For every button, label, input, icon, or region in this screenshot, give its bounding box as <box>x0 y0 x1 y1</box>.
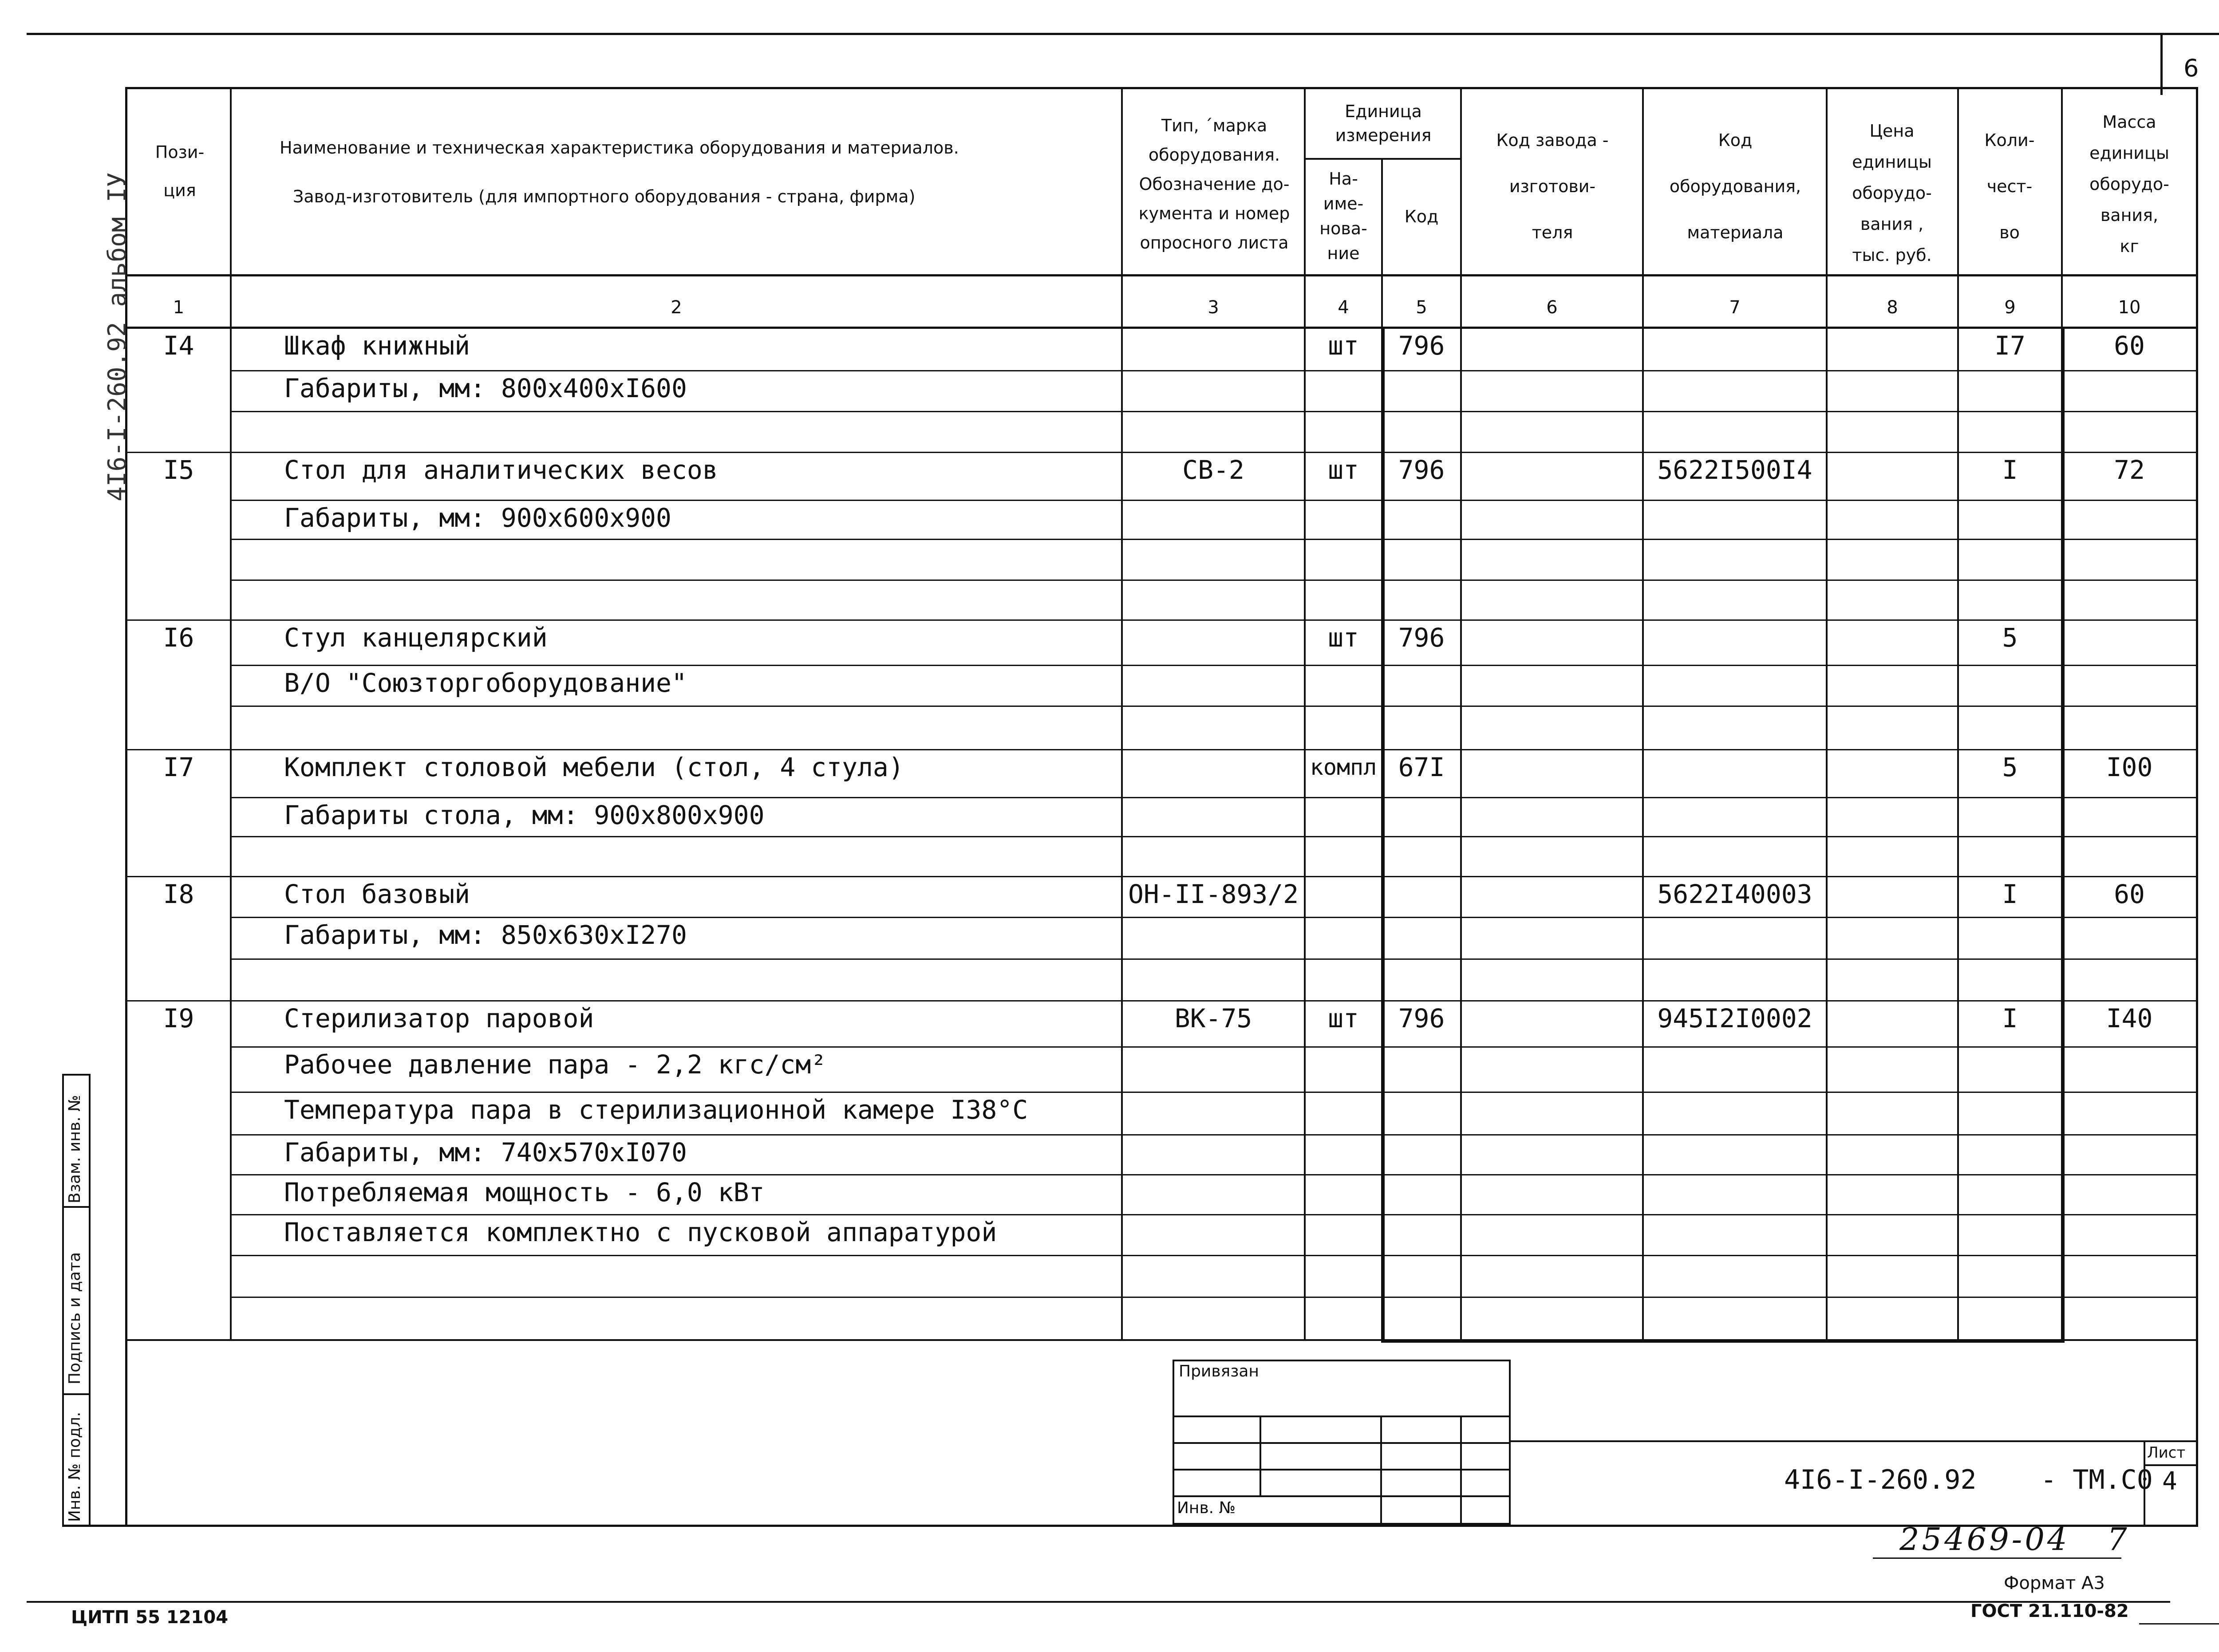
privyazan-label: Привязан <box>1179 1362 1259 1380</box>
header-col-unit-name: На- име- нова- ние <box>1319 169 1367 263</box>
cell-name: Габариты стола, мм: 900х800х900 <box>284 800 765 830</box>
sheet-label: Лист <box>2147 1444 2186 1462</box>
cell-name: Стол для аналитических весов <box>284 455 718 485</box>
cell-qty: I <box>2002 455 2018 485</box>
header-col-quantity: Коли- чест- во <box>1984 130 2035 242</box>
cell-unit: шт <box>1328 331 1359 361</box>
stamp-vline-1 <box>1260 1415 1261 1495</box>
cell-pos: I6 <box>163 623 194 653</box>
margin-strip-div1 <box>62 1206 91 1208</box>
row-separator <box>127 1000 2198 1001</box>
cell-pos: I9 <box>163 1003 194 1033</box>
row-separator <box>232 958 2198 960</box>
podpis-data-label: Подпись и дата <box>66 1252 84 1384</box>
handwritten-archive-number: 25469-04 7 <box>1899 1521 2130 1557</box>
side-doc-label: 4I6-I-260.92 альбом IУ <box>103 172 132 501</box>
page-number-box-border <box>2160 33 2163 95</box>
header-col-factory-code: Код завода - изготови- теля <box>1496 130 1609 242</box>
cell-qty: I <box>2002 879 2018 909</box>
row-separator <box>232 1214 2198 1215</box>
cell-type: СВ-2 <box>1182 455 1244 485</box>
header-col-price: Цена единицы оборудо- вания , тыс. руб. <box>1852 121 1932 265</box>
header-col-unit-group: Единица измерения <box>1335 102 1432 145</box>
cell-mass: I40 <box>2106 1003 2153 1033</box>
cell-name: Габариты, мм: 900х600х900 <box>284 503 671 533</box>
colnum-6: 6 <box>1546 297 1558 318</box>
sheet-number: 4 <box>2162 1467 2177 1496</box>
cell-code: 796 <box>1398 623 1445 653</box>
cell-name: Комплект столовой мебели (стол, 4 стула) <box>284 752 904 782</box>
cell-name: Температура пара в стерилизационной камере I38°С <box>284 1095 1028 1125</box>
cell-name: Потребляемая мощность - 6,0 кВт <box>284 1177 765 1207</box>
cell-equip-code: 945I2I0002 <box>1657 1003 1812 1033</box>
bottom-frame-line <box>27 1601 2170 1603</box>
inv-no-label: Инв. № <box>1177 1499 1236 1517</box>
row-separator <box>232 1255 2198 1256</box>
unit-group-divider <box>1304 158 1462 160</box>
cell-name: Шкаф книжный <box>284 331 470 361</box>
cell-pos: I5 <box>163 455 194 485</box>
margin-strip-left <box>62 1074 64 1526</box>
colnum-7: 7 <box>1729 297 1741 318</box>
colnum-3: 3 <box>1208 297 1219 318</box>
row-separator <box>127 749 2198 750</box>
cell-code: 796 <box>1398 455 1445 485</box>
vzam-inv-label: Взам. инв. № <box>66 1095 84 1203</box>
cell-name: В/О "Союзторгоборудование" <box>284 668 687 698</box>
cell-qty: I <box>2002 1003 2018 1033</box>
inv-podl-label: Инв. № подл. <box>66 1411 84 1522</box>
cell-name: Стул канцелярский <box>284 623 548 653</box>
row-separator <box>232 836 2198 837</box>
cell-qty: 5 <box>2002 752 2018 782</box>
row-separator <box>127 876 2198 877</box>
cell-pos: I4 <box>163 331 194 361</box>
cell-unit: шт <box>1328 623 1359 653</box>
cell-qty: I7 <box>1994 331 2026 361</box>
row-separator <box>232 1046 2198 1048</box>
colnum-5: 5 <box>1416 297 1427 318</box>
cell-mass: 72 <box>2114 455 2145 485</box>
gost-underline <box>2139 1623 2219 1624</box>
header-col-equip-code: Код оборудования, материала <box>1669 130 1801 242</box>
header-col-name-line1: Наименование и техническая характеристика оборудования и материалов. <box>280 138 959 158</box>
colnum-1: 1 <box>173 297 185 318</box>
row-separator <box>232 1297 2198 1298</box>
cell-name: Рабочее давление пара - 2,2 кгс/см² <box>284 1049 827 1080</box>
cell-code: 796 <box>1398 1003 1445 1033</box>
row-separator <box>127 619 2198 621</box>
table-bottom-line <box>125 1339 2198 1341</box>
row-separator <box>232 411 2198 412</box>
cell-unit: шт <box>1328 455 1359 485</box>
frame-bottom-border <box>62 1525 2198 1527</box>
cell-qty: 5 <box>2002 623 2018 653</box>
cell-unit: шт <box>1328 1003 1359 1033</box>
document-code: 4I6-I-260.92 - ТМ.С0 <box>1784 1464 2153 1495</box>
row-separator <box>232 665 2198 666</box>
cell-equip-code: 5622I500I4 <box>1657 455 1812 485</box>
row-separator <box>232 500 2198 501</box>
row-separator <box>232 917 2198 918</box>
colnum-4: 4 <box>1338 297 1349 318</box>
row-separator <box>127 452 2198 453</box>
top-border-line <box>27 33 2219 35</box>
cell-equip-code: 5622I40003 <box>1657 879 1812 909</box>
row-separator <box>232 706 2198 707</box>
cell-name: Стол базовый <box>284 879 470 909</box>
cell-name: Поставляется комплектно с пусковой аппаратурой <box>284 1217 997 1247</box>
row-separator <box>232 370 2198 371</box>
cell-mass: I00 <box>2106 752 2153 782</box>
stamp-vline-3 <box>1460 1415 1462 1525</box>
colnum-8: 8 <box>1887 297 1898 318</box>
header-col-mass: Масса единицы оборудо- вания, кг <box>2089 112 2169 256</box>
header-col-unit-code: Код <box>1404 207 1439 226</box>
title-block-top <box>1511 1440 2198 1442</box>
citp-label: ЦИТП 55 12104 <box>71 1607 229 1628</box>
header-col-name-line2: Завод-изготовитель (для импортного оборудования - страна, фирма) <box>293 187 916 206</box>
row-separator <box>232 797 2198 798</box>
row-separator <box>232 1092 2198 1093</box>
table-top-border <box>125 87 2198 89</box>
row-separator <box>232 1174 2198 1175</box>
cell-type: ВК-75 <box>1174 1003 1252 1033</box>
margin-strip-top <box>62 1074 91 1076</box>
stamp-vline-2 <box>1380 1415 1382 1525</box>
colnum-2: 2 <box>671 297 682 318</box>
row-separator <box>232 1134 2198 1136</box>
format-label: Формат А3 <box>2004 1573 2105 1593</box>
cell-name: Стерилизатор паровой <box>284 1003 594 1033</box>
header-col-type: Тип, ´марка оборудования. Обозначение до- кумента и номер опросного листа <box>1138 116 1290 252</box>
page-number: 6 <box>2183 54 2199 82</box>
cell-name: Габариты, мм: 800х400хI600 <box>284 373 687 403</box>
header-bottom-line <box>125 274 2198 276</box>
row-separator <box>232 580 2198 581</box>
handwritten-underline <box>1873 1557 2121 1559</box>
cell-pos: I8 <box>163 879 194 909</box>
cell-mass: 60 <box>2114 331 2145 361</box>
cell-type: ОН-II-893/2 <box>1128 879 1299 909</box>
cell-name: Габариты, мм: 740х570хI070 <box>284 1137 687 1167</box>
colnum-10: 10 <box>2118 297 2141 318</box>
margin-strip-inner <box>89 1074 91 1526</box>
row-separator <box>232 539 2198 540</box>
header-col-position: Пози- ция <box>155 142 205 200</box>
colnum-9: 9 <box>2004 297 2016 318</box>
cell-pos: I7 <box>163 752 194 782</box>
gost-label: ГОСТ 21.110-82 <box>1970 1601 2129 1621</box>
frame-right-border <box>2196 87 2198 1525</box>
cell-code: 67I <box>1398 752 1445 782</box>
margin-strip-div2 <box>62 1393 91 1395</box>
cell-name: Габариты, мм: 850х630хI270 <box>284 920 687 950</box>
cell-code: 796 <box>1398 331 1445 361</box>
cell-unit: компл <box>1310 754 1377 780</box>
cell-mass: 60 <box>2114 879 2145 909</box>
